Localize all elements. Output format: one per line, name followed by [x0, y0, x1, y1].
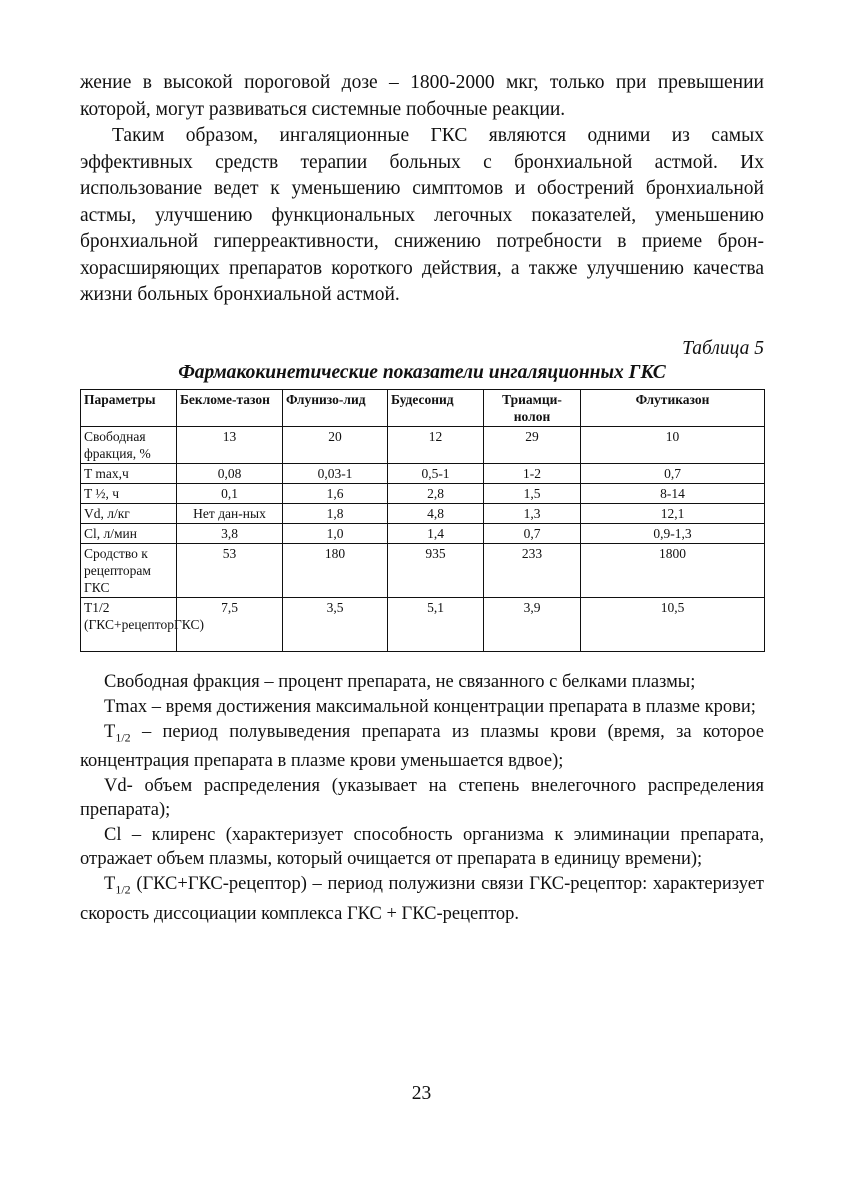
paragraph-2: Таким образом, ингаляционные ГКС являются одними из самых эффективных средств терапии больных с бронхиальной астмой. Их использование ведет к уменьшению симптомов и обострений бронхиальной астмы, улучшению функциональных легочных показателей, уменьшению бронхиальной гиперреактивности, снижению потребности в приеме брон-хорасширяющих препаратов короткого действия, а также улучшению качества жизни больных бронхиальной астмой.	[80, 125, 764, 305]
table-row	[81, 463, 765, 483]
header-cell: Будесонид	[388, 389, 484, 426]
table-row	[81, 426, 765, 463]
value-cell: 2,8	[388, 483, 484, 503]
table-header-row	[81, 389, 765, 426]
value-cell: 0,08	[177, 463, 283, 483]
value-cell: 1,0	[283, 523, 388, 543]
value-cell: 0,9-1,3	[581, 523, 765, 543]
value-cell: 53	[177, 543, 283, 597]
page-content	[80, 70, 764, 927]
paragraph-1: жение в высокой пороговой дозе – 1800-2000 мкг, только при превышении которой, могут развиваться системные побочные реакции.	[80, 72, 764, 120]
t-half-text: – период полувыведения препарата из плазмы крови (время, за которое концентрация препарата в плазме крови уменьшается вдвое);	[80, 721, 764, 772]
param-cell: Свободная фракция, %	[81, 426, 177, 463]
value-cell: 935	[388, 543, 484, 597]
value-cell: 0,1	[177, 483, 283, 503]
value-cell: 12,1	[581, 503, 765, 523]
value-cell: 20	[283, 426, 388, 463]
header-cell: Флутиказон	[581, 389, 765, 426]
table-notes	[80, 670, 764, 926]
note-cl: Cl – клиренс (характеризует способность организма к элиминации препарата, отражает объем плазмы, который очищается от препарата в единицу времени);	[80, 825, 764, 870]
value-cell: 0,7	[581, 463, 765, 483]
value-cell: 3,9	[484, 597, 581, 651]
value-cell: 29	[484, 426, 581, 463]
value-cell: 7,5	[177, 597, 283, 651]
note-tmax: Tmax – время достижения максимальной концентрации препарата в плазме крови;	[104, 696, 756, 717]
table-row	[81, 543, 765, 597]
table-title: Фармакокинетические показатели ингаляционных ГКС	[178, 361, 666, 383]
param-cell: Vd, л/кг	[81, 503, 177, 523]
param-cell: Сродство к рецепторам ГКС	[81, 543, 177, 597]
header-cell: Триамци-нолон	[484, 389, 581, 426]
value-cell: 8-14	[581, 483, 765, 503]
param-cell: T ½, ч	[81, 483, 177, 503]
value-cell: 1-2	[484, 463, 581, 483]
header-cell: Флунизо-лид	[283, 389, 388, 426]
value-cell: 1,6	[283, 483, 388, 503]
value-cell: 10	[581, 426, 765, 463]
value-cell: Нет дан-ных	[177, 503, 283, 523]
value-cell: 1,3	[484, 503, 581, 523]
value-cell: 0,7	[484, 523, 581, 543]
value-cell: 1,4	[388, 523, 484, 543]
note-free-fraction: Свободная фракция – процент препарата, не связанного с белками плазмы;	[104, 671, 696, 692]
value-cell: 13	[177, 426, 283, 463]
table-row	[81, 503, 765, 523]
t-half2-text: (ГКС+ГКС-рецептор) – период полужизни связи ГКС-рецептор: характеризует скорость диссоциации комплекса ГКС + ГКС-рецептор.	[80, 874, 764, 924]
param-cell: Cl, л/мин	[81, 523, 177, 543]
header-cell: Параметры	[81, 389, 177, 426]
table-row	[81, 523, 765, 543]
table-row	[81, 597, 765, 651]
value-cell: 1,8	[283, 503, 388, 523]
value-cell: 233	[484, 543, 581, 597]
table-row	[81, 483, 765, 503]
t-half-symbol: T	[104, 721, 116, 742]
note-vd: Vd- объем распределения (указывает на степень внелегочного распределения препарата);	[80, 776, 764, 821]
value-cell: 12	[388, 426, 484, 463]
value-cell: 1800	[581, 543, 765, 597]
page-number: 23	[411, 1083, 432, 1104]
value-cell: 3,8	[177, 523, 283, 543]
table-label: Таблица 5	[682, 337, 764, 359]
param-cell: T max,ч	[81, 463, 177, 483]
header-cell: Бекломе-тазон	[177, 389, 283, 426]
t-half-subscript: 1/2	[115, 730, 131, 745]
value-cell: 10,5	[581, 597, 765, 651]
value-cell: 0,03-1	[283, 463, 388, 483]
value-cell: 1,5	[484, 483, 581, 503]
value-cell: 3,5	[283, 597, 388, 651]
value-cell: 5,1	[388, 597, 484, 651]
value-cell: 0,5-1	[388, 463, 484, 483]
value-cell: 180	[283, 543, 388, 597]
value-cell: 4,8	[388, 503, 484, 523]
t-half2-symbol: T	[104, 874, 116, 895]
note-t-half-complex	[80, 872, 764, 926]
note-t-half	[80, 720, 764, 774]
param-cell: T1/2 (ГКС+рецепторГКС)	[81, 597, 177, 651]
t-half2-subscript: 1/2	[115, 882, 131, 897]
pharmacokinetics-table	[80, 389, 765, 652]
